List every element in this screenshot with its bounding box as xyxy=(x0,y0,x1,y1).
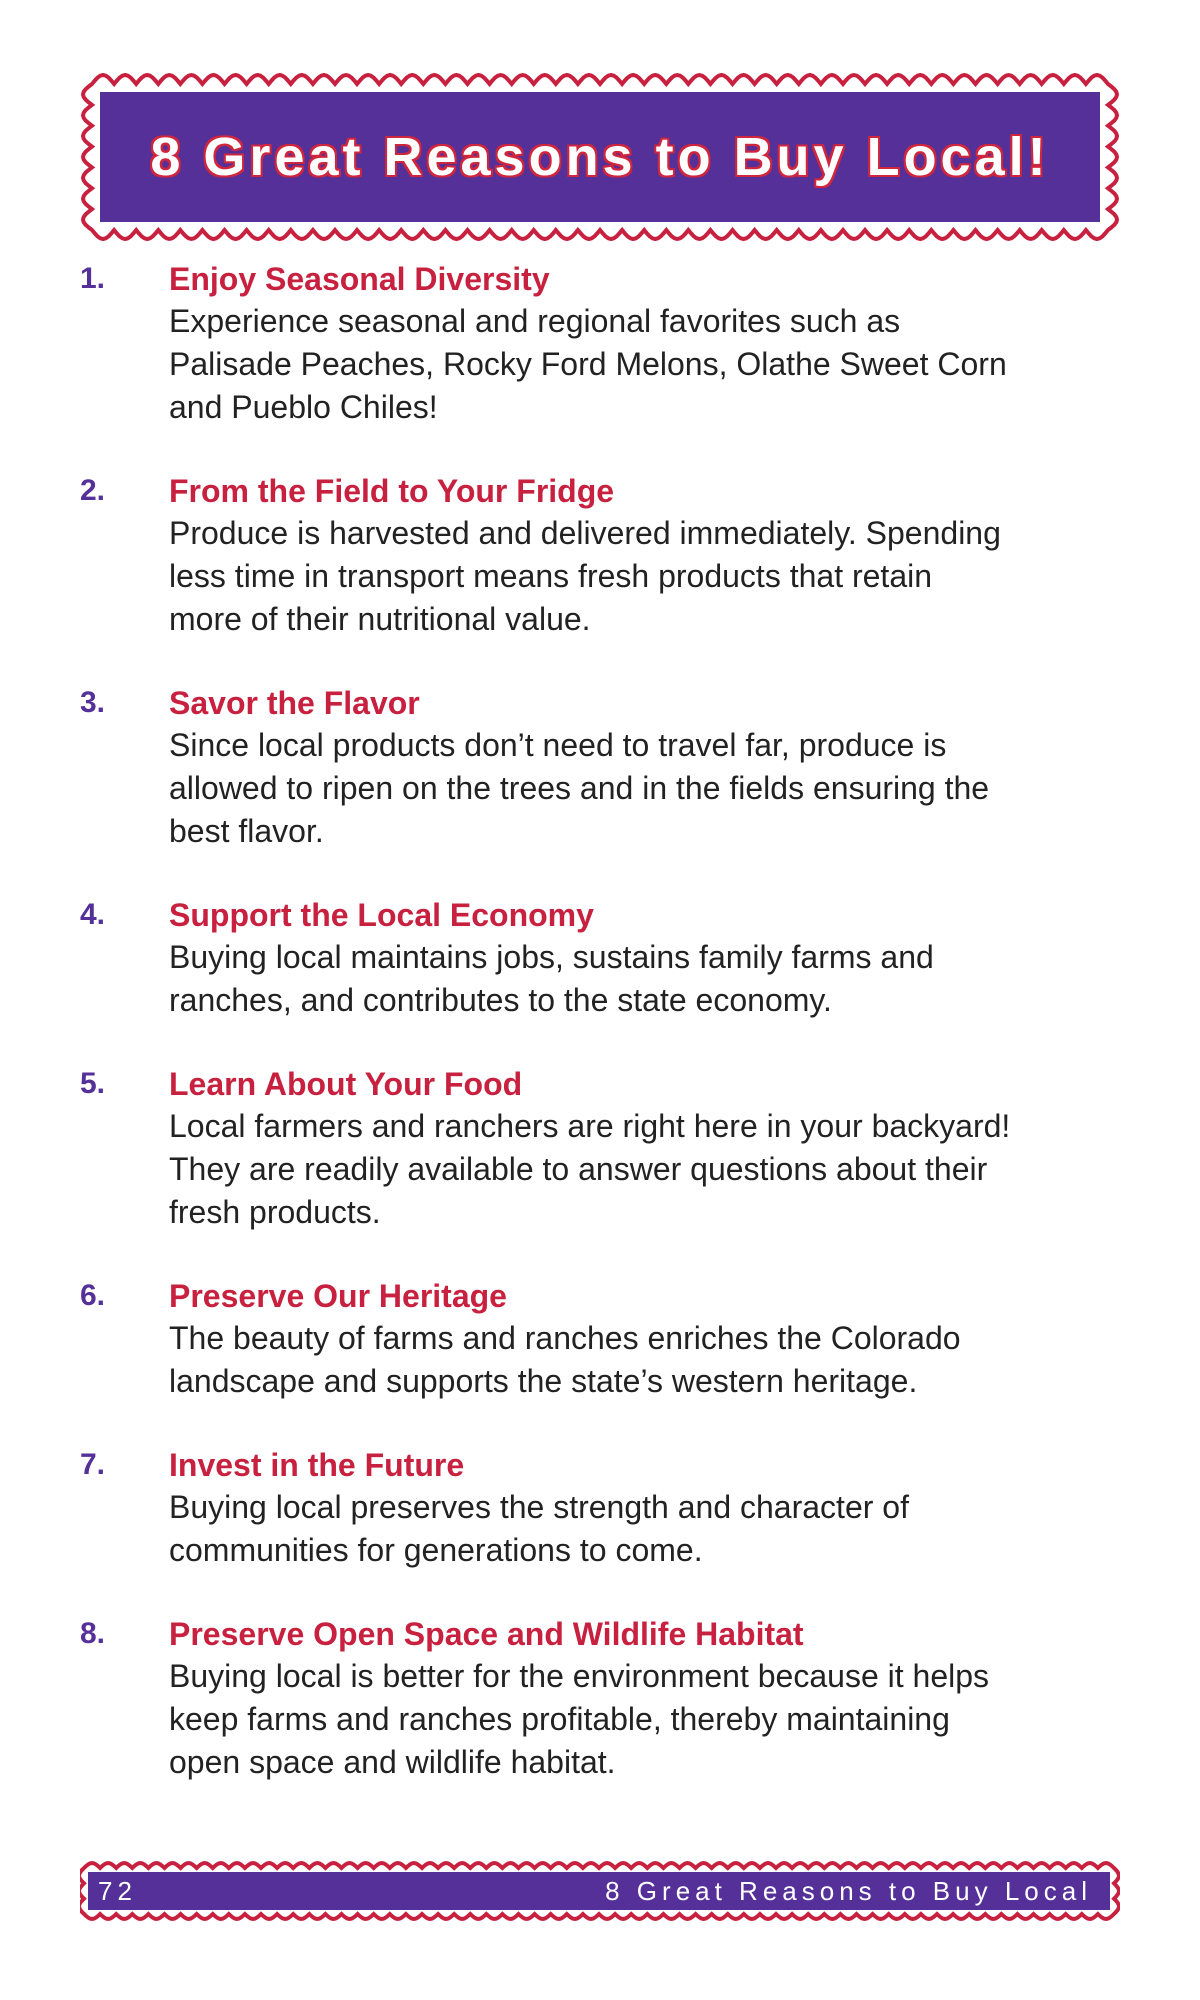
reason-text-line: Experience seasonal and regional favorites such as xyxy=(169,303,901,339)
reasons-list xyxy=(80,258,1120,1825)
reason-heading: Learn About Your Food xyxy=(169,1066,523,1102)
reason-number: 5. xyxy=(80,1067,106,1100)
reason-text-line: The beauty of farms and ranches enriches the Colorado xyxy=(169,1320,961,1356)
footer-bar xyxy=(88,1872,1110,1910)
reason-content xyxy=(169,682,1119,853)
reason-item xyxy=(80,1444,1120,1572)
reason-text-line: allowed to ripen on the trees and in the fields ensuring the xyxy=(169,770,990,806)
reason-item xyxy=(80,470,1120,641)
reason-item xyxy=(80,1275,1120,1403)
reason-text-line: open space and wildlife habitat. xyxy=(169,1744,616,1780)
reason-number: 6. xyxy=(80,1279,106,1312)
reason-text-line: ranches, and contributes to the state economy. xyxy=(169,982,832,1018)
reason-content xyxy=(169,1613,1119,1784)
reason-number: 1. xyxy=(80,262,106,295)
reason-content xyxy=(169,1063,1119,1234)
reason-text-line: landscape and supports the state’s western heritage. xyxy=(169,1363,918,1399)
reason-content xyxy=(169,894,1119,1022)
reason-content xyxy=(169,1444,1119,1572)
reason-content xyxy=(169,470,1119,641)
reason-text-line: more of their nutritional value. xyxy=(169,601,591,637)
reason-item xyxy=(80,1613,1120,1784)
reason-text-line: Palisade Peaches, Rocky Ford Melons, Olathe Sweet Corn xyxy=(169,346,1007,382)
reason-text-line: less time in transport means fresh products that retain xyxy=(169,558,933,594)
reason-heading: From the Field to Your Fridge xyxy=(169,473,615,509)
reason-item xyxy=(80,258,1120,429)
title-box xyxy=(100,92,1100,222)
reason-number: 8. xyxy=(80,1617,106,1650)
page-number: 72 xyxy=(98,1875,137,1906)
reason-text-line: and Pueblo Chiles! xyxy=(169,389,438,425)
reason-number: 2. xyxy=(80,474,106,507)
reason-text-line: Since local products don’t need to travel far, produce is xyxy=(169,727,947,763)
reason-item xyxy=(80,682,1120,853)
reason-text-line: Buying local maintains jobs, sustains family farms and xyxy=(169,939,934,975)
reason-number: 4. xyxy=(80,898,106,931)
footer-banner xyxy=(80,1858,1120,1924)
reason-heading: Preserve Our Heritage xyxy=(169,1278,507,1314)
reason-content xyxy=(169,1275,1119,1403)
reason-number: 3. xyxy=(80,686,106,719)
reason-number: 7. xyxy=(80,1448,106,1481)
page-title: 8 Great Reasons to Buy Local! xyxy=(150,127,1050,187)
title-banner xyxy=(80,72,1120,242)
reason-text-line: Local farmers and ranchers are right here in your backyard! xyxy=(169,1108,1011,1144)
reason-heading: Invest in the Future xyxy=(169,1447,465,1483)
reason-text-line: Produce is harvested and delivered immediately. Spending xyxy=(169,515,1001,551)
reason-content xyxy=(169,258,1119,429)
reason-text-line: Buying local preserves the strength and character of xyxy=(169,1489,909,1525)
reason-item xyxy=(80,894,1120,1022)
running-title: 8 Great Reasons to Buy Local xyxy=(605,1875,1092,1906)
reason-text-line: fresh products. xyxy=(169,1194,381,1230)
reason-item xyxy=(80,1063,1120,1234)
reason-text-line: best flavor. xyxy=(169,813,324,849)
reason-text-line: keep farms and ranches profitable, thereby maintaining xyxy=(169,1701,950,1737)
reason-text-line: Buying local is better for the environment because it helps xyxy=(169,1658,990,1694)
reason-heading: Enjoy Seasonal Diversity xyxy=(169,261,550,297)
reason-heading: Preserve Open Space and Wildlife Habitat xyxy=(169,1616,804,1652)
reason-heading: Savor the Flavor xyxy=(169,685,420,721)
reason-text-line: communities for generations to come. xyxy=(169,1532,703,1568)
reason-text-line: They are readily available to answer questions about their xyxy=(169,1151,988,1187)
reason-heading: Support the Local Economy xyxy=(169,897,594,933)
